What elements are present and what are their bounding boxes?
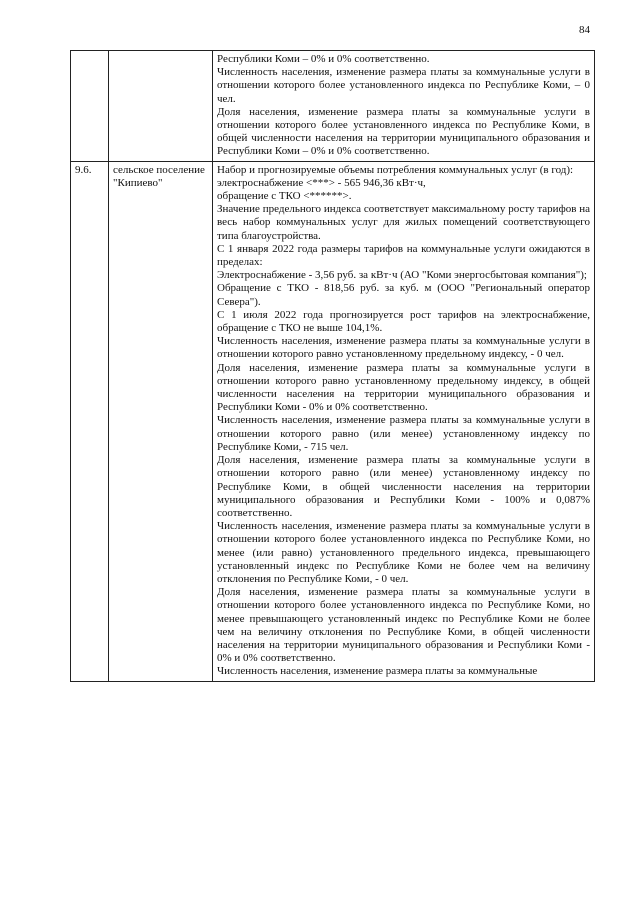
paragraph: Доля населения, изменение размера платы за коммунальные услуги в отношении которого равно установленному предельному индексу, в общей численности населения на территории муниципального образования и Республики Коми - 0% и 0% соответственно. bbox=[217, 361, 590, 414]
paragraph: Значение предельного индекса соответствует максимальному росту тарифов на весь набор коммунальных услуг для жилых помещений соответствующего типа благоустройства. bbox=[217, 203, 590, 242]
paragraph: С 1 января 2022 года размеры тарифов на коммунальные услуги ожидаются в пределах: bbox=[217, 242, 590, 269]
description-cell bbox=[213, 51, 595, 162]
table-row bbox=[71, 51, 595, 162]
document-table bbox=[70, 50, 595, 682]
paragraph: Численность населения, изменение размера платы за коммунальные услуги в отношении которого более установленного индекса по Республике Коми, – 0 чел. bbox=[217, 66, 590, 105]
paragraph: электроснабжение <***> - 565 946,36 кВт·ч, bbox=[217, 176, 426, 189]
row-number-cell bbox=[71, 51, 109, 162]
paragraph: Доля населения, изменение размера платы за коммунальные услуги в отношении которого более установленного индекса по Республике Коми, в общей численности населения на территории муниципального образования и Республики Коми – 0% и 0% соответственно. bbox=[217, 105, 590, 158]
table-row bbox=[71, 161, 595, 681]
paragraph: Электроснабжение - 3,56 руб. за кВт·ч (АО "Коми энергосбытовая компания"); bbox=[217, 269, 587, 282]
settlement-name-cell bbox=[109, 51, 213, 162]
page-number: 84 bbox=[579, 24, 590, 36]
paragraph: Численность населения, изменение размера платы за коммунальные bbox=[217, 665, 538, 678]
paragraph: Численность населения, изменение размера платы за коммунальные услуги в отношении которого равно установленному предельному индексу, - 0 чел. bbox=[217, 335, 590, 361]
paragraph: Набор и прогнозируемые объемы потребления коммунальных услуг (в год): bbox=[217, 163, 574, 176]
description-cell bbox=[213, 161, 595, 681]
paragraph: Численность населения, изменение размера платы за коммунальные услуги в отношении которого более установленного индекса по Республике Коми, но менее (или равно) установленного предельного индекса, превышающего установленный индекс по Республике Коми не более чем на величину отклонения по Республике Коми, - 0 чел. bbox=[217, 520, 590, 585]
paragraph: Республики Коми – 0% и 0% соответственно. bbox=[217, 53, 430, 65]
paragraph: С 1 июля 2022 года прогнозируется рост тарифов на электроснабжение, обращение с ТКО не выше 104,1%. bbox=[217, 308, 590, 335]
settlement-name-cell: сельское поселение "Кипиево" bbox=[109, 161, 213, 681]
paragraph: Численность населения, изменение размера платы за коммунальные услуги в отношении которого равно (или менее) установленному индексу по Республике Коми, - 715 чел. bbox=[217, 414, 590, 453]
paragraph: Доля населения, изменение размера платы за коммунальные услуги в отношении которого равно (или менее) установленному индексу по Республике Коми, в общей численности населения на территории муниципального образования и Республики Коми - 100% и 0,087% соответственно. bbox=[217, 454, 590, 519]
paragraph: Обращение с ТКО - 818,56 руб. за куб. м (ООО "Региональный оператор Севера"). bbox=[217, 282, 590, 308]
row-number-cell: 9.6. bbox=[71, 161, 109, 681]
paragraph: Доля населения, изменение размера платы за коммунальные услуги в отношении которого более установленного индекса по Республике Коми, но менее превышающего установленный индекс по Республике Коми не более чем на величину отклонения по Республике Коми, в общей численности населения на территории муниципального образования и Республики Коми - 0% и 0% соответственно. bbox=[217, 586, 590, 665]
paragraph: обращение с ТКО <******>. bbox=[217, 190, 352, 203]
